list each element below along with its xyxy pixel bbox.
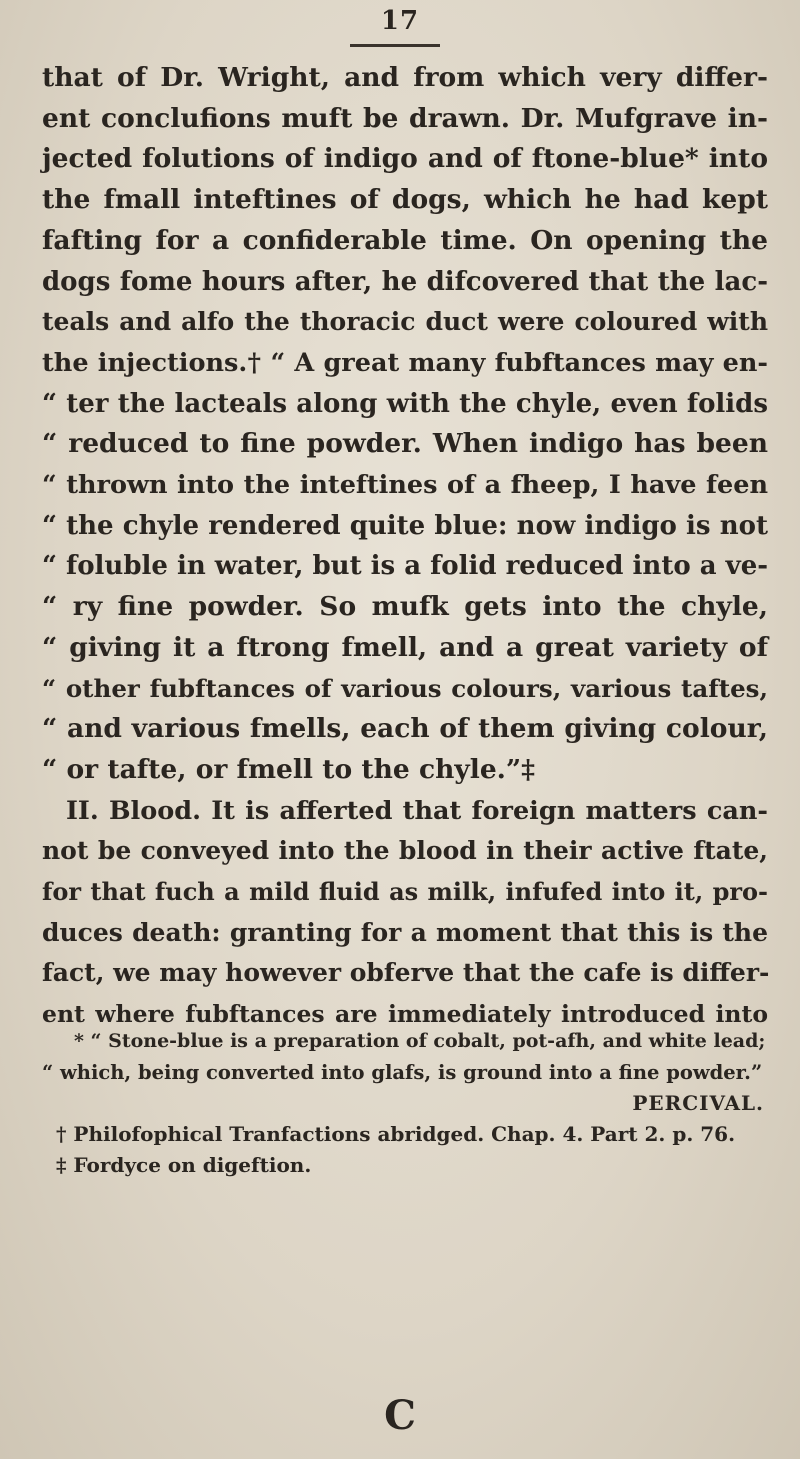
text-line: duces death: granting for a moment that this is the xyxy=(42,917,768,947)
text-line: “ or tafte, or fmell to the chyle.”‡ xyxy=(42,753,536,785)
text-line: that of Dr. Wright, and from which very differ- xyxy=(42,62,768,93)
text-line: fafting for a confiderable time. On opening the xyxy=(42,224,768,256)
text-line: “ foluble in water, but is a folid reduced into a ve- xyxy=(42,551,769,582)
header-rule xyxy=(350,44,440,47)
text-line: “ thrown into the inteftines of a fheep, I have feen xyxy=(42,470,768,501)
text-line: the injections.† “ A great many fubftances may en- xyxy=(42,347,768,378)
footnote-author: PERCIVAL. xyxy=(632,1091,764,1115)
text-line: the fmall inteftines of dogs, which he had kept xyxy=(42,184,768,216)
footnote-star: * “ Stone-blue is a preparation of cobalt, pot-afh, and white lead; xyxy=(74,1030,766,1052)
text-line: “ reduced to fine powder. When indigo has been xyxy=(42,428,768,460)
text-line: II. Blood. It is afferted that foreign matters can- xyxy=(66,795,768,826)
text-line: fact, we may however obferve that the cafe is differ- xyxy=(42,958,770,988)
text-line: dogs fome hours after, he difcovered that the lac- xyxy=(42,266,768,297)
text-line: ent where fubftances are immediately introduced into xyxy=(42,1000,768,1029)
text-line: “ the chyle rendered quite blue: now indigo is not xyxy=(42,510,768,541)
text-line: teals and alfo the thoracic duct were coloured with xyxy=(42,307,768,337)
text-line: ent conclufions muft be drawn. Dr. Mufgrave in- xyxy=(42,102,768,134)
footnote-double-dagger: ‡ Fordyce on digeftion. xyxy=(56,1153,312,1177)
text-line: “ ter the lacteals along with the chyle, even folids xyxy=(42,388,768,419)
text-line: “ giving it a ftrong fmell, and a great variety of xyxy=(42,631,768,663)
footnote-dagger: † Philofophical Tranfactions abridged. Chap. 4. Part 2. p. 76. xyxy=(56,1122,736,1146)
text-line: “ other fubftances of various colours, various taftes, xyxy=(42,673,768,703)
text-line: “ and various fmells, each of them giving colour, xyxy=(42,713,768,745)
body-text xyxy=(42,58,768,1035)
footnote-star-continued: “ which, being converted into glafs, is ground into a fine powder.” xyxy=(42,1061,763,1084)
text-line: for that fuch a mild fluid as milk, infufed into it, pro- xyxy=(42,877,768,907)
text-line: jected folutions of indigo and of ftone-blue* into xyxy=(42,143,768,175)
text-line: “ ry fine powder. So mufk gets into the chyle, xyxy=(42,591,768,623)
text-line: not be conveyed into the blood in their active ftate, xyxy=(42,836,768,866)
signature-mark: C xyxy=(384,1392,416,1439)
footnotes xyxy=(42,1026,768,1181)
page-number: 17 xyxy=(380,6,420,36)
